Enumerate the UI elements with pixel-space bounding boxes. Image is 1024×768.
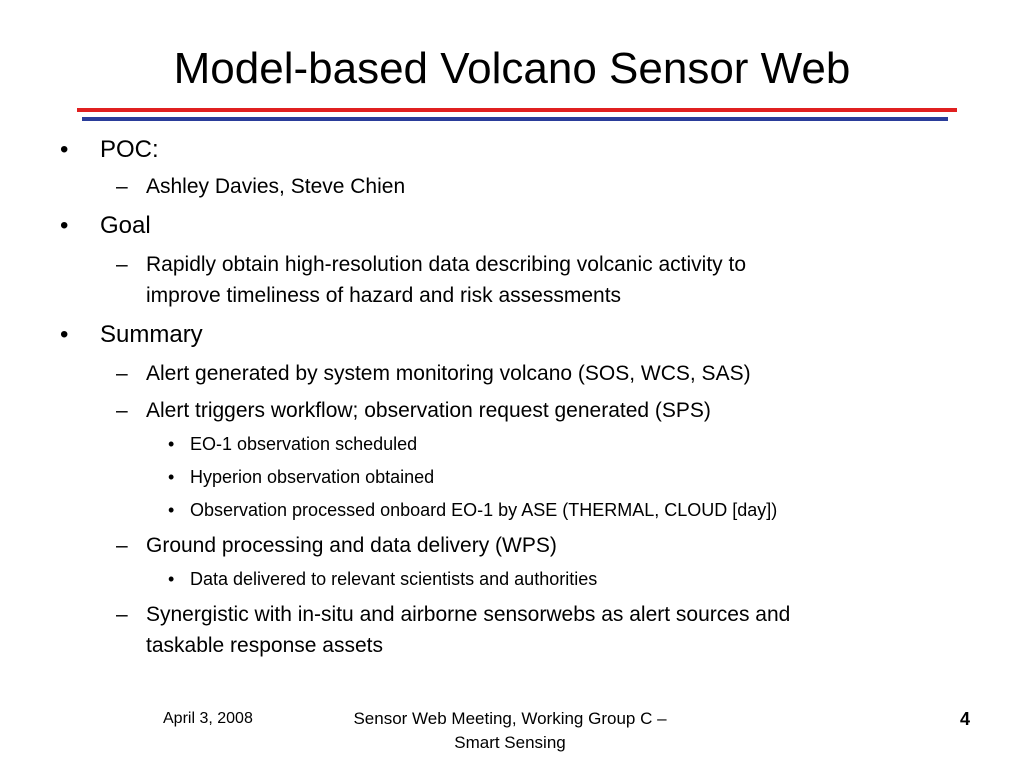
- bullet-text: Ashley Davies, Steve Chien: [146, 175, 406, 198]
- bullet-item: [116, 250, 746, 280]
- bullet-marker: –: [116, 253, 128, 276]
- bullet-marker: –: [116, 362, 128, 385]
- bullet-marker: •: [60, 136, 69, 163]
- bullet-marker: •: [168, 467, 175, 487]
- bullet-text: Hyperion observation obtained: [190, 467, 435, 487]
- bullet-marker: –: [116, 175, 128, 198]
- bullet-marker: •: [60, 212, 69, 239]
- bullet-text: Alert generated by system monitoring volcano (SOS, WCS, SAS): [146, 362, 751, 385]
- bullet-item: [168, 465, 435, 489]
- bullet-text: EO-1 observation scheduled: [190, 434, 418, 454]
- bullet-item: [168, 432, 418, 456]
- bullet-marker: –: [116, 603, 128, 626]
- bullet-marker: •: [168, 500, 175, 520]
- footer-meeting-line: Smart Sensing: [454, 733, 566, 752]
- bullet-text: Data delivered to relevant scientists and authorities: [190, 569, 598, 589]
- bullet-text: improve timeliness of hazard and risk assessments: [146, 284, 622, 307]
- footer-meeting-line: Sensor Web Meeting, Working Group C –: [353, 709, 667, 728]
- bullet-text: Rapidly obtain high-resolution data describing volcanic activity to: [146, 253, 746, 276]
- bullet-marker: –: [116, 534, 128, 557]
- slide-title: Model-based Volcano Sensor Web: [173, 44, 851, 93]
- bullet-text: taskable response assets: [146, 634, 383, 657]
- bullet-text: Synergistic with in-situ and airborne sensorwebs as alert sources and: [146, 603, 791, 626]
- bullet-marker: •: [168, 434, 175, 454]
- page-number: 4: [959, 709, 970, 729]
- bullet-text: Goal: [100, 212, 151, 239]
- bullet-item: [60, 320, 203, 350]
- bullet-text: Alert triggers workflow; observation request generated (SPS): [146, 399, 711, 422]
- bullet-text: Ground processing and data delivery (WPS): [146, 534, 557, 557]
- bullet-text: POC:: [100, 136, 159, 163]
- bullet-item: [116, 172, 406, 202]
- bullet-text: Observation processed onboard EO-1 by ASE (THERMAL, CLOUD [day]): [190, 500, 778, 520]
- bullet-item: [60, 211, 151, 241]
- bullet-continuation: [146, 281, 621, 311]
- bullet-item: [168, 498, 778, 522]
- bullet-text: Summary: [100, 321, 203, 348]
- bullet-marker: •: [60, 321, 69, 348]
- bullet-item: [116, 396, 711, 426]
- bullet-item: [116, 359, 751, 389]
- bullet-item: [60, 135, 159, 165]
- bullet-item: [168, 567, 598, 591]
- bullet-marker: •: [168, 569, 175, 589]
- bullet-item: [116, 531, 557, 561]
- footer-meeting-title: [290, 707, 730, 755]
- title-rule-red: [77, 108, 957, 112]
- bullet-marker: –: [116, 399, 128, 422]
- bullet-item: [116, 600, 791, 630]
- footer-date: April 3, 2008: [163, 710, 253, 727]
- bullet-continuation: [146, 631, 383, 661]
- title-rule-blue: [82, 117, 948, 121]
